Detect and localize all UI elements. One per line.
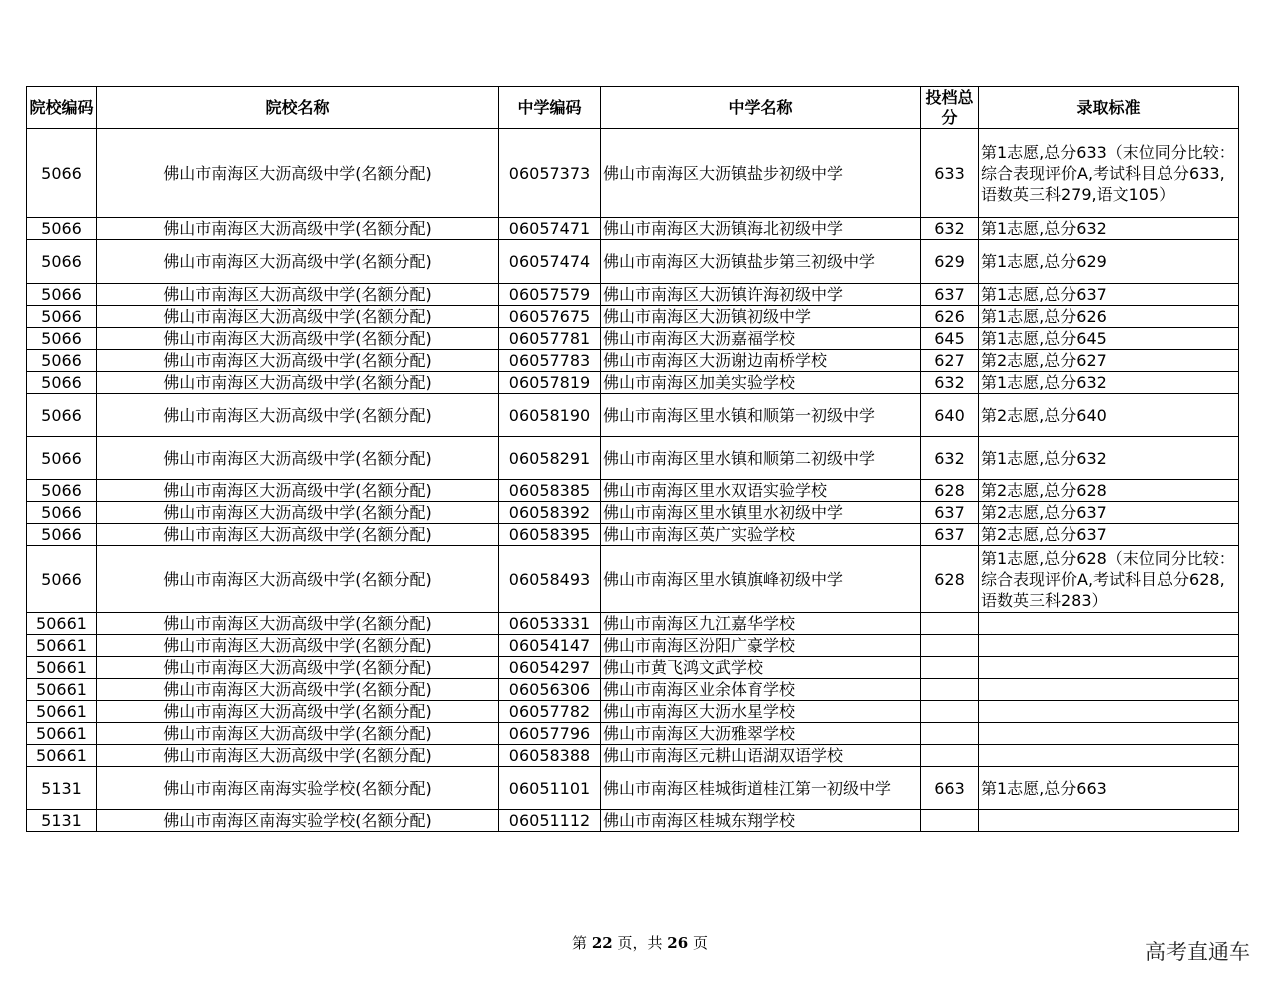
school-name-cell: 佛山市南海区大沥高级中学(名额分配) [97, 306, 499, 328]
middle-code-cell: 06058291 [499, 437, 601, 480]
school-code-cell: 5066 [27, 372, 97, 394]
school-name-cell: 佛山市南海区大沥高级中学(名额分配) [97, 394, 499, 437]
middle-code-cell: 06051101 [499, 767, 601, 810]
total-score-cell [921, 745, 979, 767]
middle-code-cell: 06057783 [499, 350, 601, 372]
middle-code-cell: 06057471 [499, 218, 601, 240]
middle-code-cell: 06057781 [499, 328, 601, 350]
table-row [27, 437, 1239, 480]
table-row [27, 394, 1239, 437]
school-code-cell: 50661 [27, 613, 97, 635]
school-code-cell: 5066 [27, 306, 97, 328]
table-row [27, 372, 1239, 394]
middle-name-cell: 佛山市南海区九江嘉华学校 [601, 613, 921, 635]
admission-standard-cell [979, 657, 1239, 679]
table-row [27, 480, 1239, 502]
school-name-cell: 佛山市南海区南海实验学校(名额分配) [97, 767, 499, 810]
school-code-cell: 50661 [27, 657, 97, 679]
middle-code-cell: 06058388 [499, 745, 601, 767]
middle-name-cell: 佛山市南海区大沥谢边南桥学校 [601, 350, 921, 372]
middle-code-cell: 06058493 [499, 546, 601, 613]
admission-standard-cell: 第2志愿,总分627 [979, 350, 1239, 372]
middle-code-cell: 06057819 [499, 372, 601, 394]
admission-standard-cell: 第2志愿,总分637 [979, 502, 1239, 524]
school-name-cell: 佛山市南海区大沥高级中学(名额分配) [97, 372, 499, 394]
middle-name-cell: 佛山市南海区里水双语实验学校 [601, 480, 921, 502]
header-middle-name: 中学名称 [601, 87, 921, 129]
page-footer [0, 932, 1280, 953]
school-code-cell: 5066 [27, 350, 97, 372]
admission-standard-cell [979, 810, 1239, 832]
total-score-cell [921, 723, 979, 745]
school-name-cell: 佛山市南海区大沥高级中学(名额分配) [97, 546, 499, 613]
middle-code-cell: 06054297 [499, 657, 601, 679]
table-row [27, 350, 1239, 372]
middle-code-cell: 06057579 [499, 284, 601, 306]
middle-code-cell: 06051112 [499, 810, 601, 832]
header-school-code: 院校编码 [27, 87, 97, 129]
total-score-cell: 640 [921, 394, 979, 437]
school-name-cell: 佛山市南海区大沥高级中学(名额分配) [97, 240, 499, 284]
total-score-cell: 637 [921, 284, 979, 306]
middle-code-cell: 06057675 [499, 306, 601, 328]
total-score-cell: 663 [921, 767, 979, 810]
middle-name-cell: 佛山市南海区里水镇和顺第一初级中学 [601, 394, 921, 437]
middle-name-cell: 佛山市南海区加美实验学校 [601, 372, 921, 394]
admission-standard-cell: 第1志愿,总分632 [979, 218, 1239, 240]
total-score-cell [921, 679, 979, 701]
total-score-cell [921, 613, 979, 635]
admission-standard-cell: 第2志愿,总分628 [979, 480, 1239, 502]
header-school-name: 院校名称 [97, 87, 499, 129]
middle-code-cell: 06054147 [499, 635, 601, 657]
footer-suffix: 页 [692, 934, 708, 952]
school-code-cell: 5066 [27, 129, 97, 218]
admission-standard-cell: 第1志愿,总分645 [979, 328, 1239, 350]
table-row [27, 701, 1239, 723]
table-row [27, 328, 1239, 350]
middle-code-cell: 06058395 [499, 524, 601, 546]
total-score-cell: 645 [921, 328, 979, 350]
table-row [27, 240, 1239, 284]
table-row [27, 284, 1239, 306]
school-code-cell: 5066 [27, 394, 97, 437]
school-name-cell: 佛山市南海区大沥高级中学(名额分配) [97, 723, 499, 745]
school-code-cell: 5131 [27, 810, 97, 832]
total-score-cell: 637 [921, 502, 979, 524]
table-row [27, 635, 1239, 657]
table-row [27, 745, 1239, 767]
school-name-cell: 佛山市南海区大沥高级中学(名额分配) [97, 745, 499, 767]
admission-standard-cell: 第2志愿,总分640 [979, 394, 1239, 437]
total-score-cell [921, 635, 979, 657]
table-row [27, 546, 1239, 613]
total-score-cell: 633 [921, 129, 979, 218]
header-middle-code: 中学编码 [499, 87, 601, 129]
middle-name-cell: 佛山市南海区大沥镇初级中学 [601, 306, 921, 328]
admission-standard-cell [979, 723, 1239, 745]
middle-name-cell: 佛山市黄飞鸿文武学校 [601, 657, 921, 679]
admission-standard-cell [979, 745, 1239, 767]
school-name-cell: 佛山市南海区大沥高级中学(名额分配) [97, 328, 499, 350]
school-code-cell: 50661 [27, 679, 97, 701]
total-score-cell: 632 [921, 372, 979, 394]
school-name-cell: 佛山市南海区大沥高级中学(名额分配) [97, 524, 499, 546]
admission-standard-cell: 第1志愿,总分637 [979, 284, 1239, 306]
table-row [27, 218, 1239, 240]
middle-code-cell: 06057782 [499, 701, 601, 723]
total-score-cell [921, 810, 979, 832]
school-name-cell: 佛山市南海区南海实验学校(名额分配) [97, 810, 499, 832]
school-name-cell: 佛山市南海区大沥高级中学(名额分配) [97, 284, 499, 306]
admission-table [26, 86, 1239, 832]
admission-standard-cell: 第1志愿,总分626 [979, 306, 1239, 328]
school-code-cell: 50661 [27, 701, 97, 723]
school-code-cell: 5066 [27, 328, 97, 350]
school-code-cell: 5066 [27, 218, 97, 240]
middle-name-cell: 佛山市南海区里水镇和顺第二初级中学 [601, 437, 921, 480]
table-row [27, 129, 1239, 218]
total-score-cell: 628 [921, 480, 979, 502]
middle-name-cell: 佛山市南海区大沥镇海北初级中学 [601, 218, 921, 240]
middle-code-cell: 06057373 [499, 129, 601, 218]
admission-standard-cell: 第1志愿,总分663 [979, 767, 1239, 810]
school-name-cell: 佛山市南海区大沥高级中学(名额分配) [97, 480, 499, 502]
watermark: 高考直通车 [1145, 940, 1250, 964]
school-name-cell: 佛山市南海区大沥高级中学(名额分配) [97, 502, 499, 524]
school-code-cell: 50661 [27, 635, 97, 657]
school-name-cell: 佛山市南海区大沥高级中学(名额分配) [97, 129, 499, 218]
school-name-cell: 佛山市南海区大沥高级中学(名额分配) [97, 701, 499, 723]
middle-name-cell: 佛山市南海区业余体育学校 [601, 679, 921, 701]
admission-standard-cell: 第1志愿,总分628（末位同分比较：综合表现评价A,考试科目总分628,语数英三科283） [979, 546, 1239, 613]
table-row [27, 524, 1239, 546]
admission-standard-cell: 第1志愿,总分632 [979, 372, 1239, 394]
school-name-cell: 佛山市南海区大沥高级中学(名额分配) [97, 437, 499, 480]
table-row [27, 502, 1239, 524]
table-row [27, 613, 1239, 635]
middle-code-cell: 06058385 [499, 480, 601, 502]
school-code-cell: 5066 [27, 240, 97, 284]
middle-code-cell: 06058392 [499, 502, 601, 524]
total-score-cell: 637 [921, 524, 979, 546]
middle-name-cell: 佛山市南海区大沥镇盐步第三初级中学 [601, 240, 921, 284]
middle-code-cell: 06057474 [499, 240, 601, 284]
footer-mid: 页，共 [617, 934, 663, 952]
footer-total-pages: 26 [667, 934, 689, 952]
total-score-cell: 628 [921, 546, 979, 613]
middle-name-cell: 佛山市南海区大沥嘉福学校 [601, 328, 921, 350]
middle-name-cell: 佛山市南海区大沥镇许海初级中学 [601, 284, 921, 306]
total-score-cell: 632 [921, 437, 979, 480]
table-row [27, 657, 1239, 679]
middle-name-cell: 佛山市南海区大沥镇盐步初级中学 [601, 129, 921, 218]
header-total-score: 投档总分 [921, 87, 979, 129]
middle-name-cell: 佛山市南海区大沥水星学校 [601, 701, 921, 723]
middle-name-cell: 佛山市南海区英广实验学校 [601, 524, 921, 546]
total-score-cell: 632 [921, 218, 979, 240]
admission-standard-cell [979, 701, 1239, 723]
total-score-cell: 626 [921, 306, 979, 328]
admission-standard-cell [979, 613, 1239, 635]
school-code-cell: 5066 [27, 502, 97, 524]
middle-name-cell: 佛山市南海区里水镇旗峰初级中学 [601, 546, 921, 613]
total-score-cell: 629 [921, 240, 979, 284]
middle-code-cell: 06057796 [499, 723, 601, 745]
header-row [27, 87, 1239, 129]
school-code-cell: 5066 [27, 546, 97, 613]
table-row [27, 306, 1239, 328]
footer-prefix: 第 [572, 934, 588, 952]
school-code-cell: 5066 [27, 524, 97, 546]
middle-code-cell: 06058190 [499, 394, 601, 437]
middle-name-cell: 佛山市南海区大沥雅翠学校 [601, 723, 921, 745]
admission-standard-cell: 第1志愿,总分632 [979, 437, 1239, 480]
middle-name-cell: 佛山市南海区汾阳广豪学校 [601, 635, 921, 657]
school-code-cell: 50661 [27, 745, 97, 767]
middle-code-cell: 06056306 [499, 679, 601, 701]
school-name-cell: 佛山市南海区大沥高级中学(名额分配) [97, 657, 499, 679]
middle-name-cell: 佛山市南海区桂城东翔学校 [601, 810, 921, 832]
admission-standard-cell [979, 635, 1239, 657]
school-code-cell: 5131 [27, 767, 97, 810]
table-row [27, 810, 1239, 832]
school-name-cell: 佛山市南海区大沥高级中学(名额分配) [97, 350, 499, 372]
school-code-cell: 5066 [27, 284, 97, 306]
school-name-cell: 佛山市南海区大沥高级中学(名额分配) [97, 218, 499, 240]
school-name-cell: 佛山市南海区大沥高级中学(名额分配) [97, 635, 499, 657]
school-name-cell: 佛山市南海区大沥高级中学(名额分配) [97, 679, 499, 701]
total-score-cell [921, 657, 979, 679]
middle-name-cell: 佛山市南海区桂城街道桂江第一初级中学 [601, 767, 921, 810]
admission-standard-cell [979, 679, 1239, 701]
school-code-cell: 5066 [27, 437, 97, 480]
table-row [27, 723, 1239, 745]
school-code-cell: 5066 [27, 480, 97, 502]
middle-name-cell: 佛山市南海区里水镇里水初级中学 [601, 502, 921, 524]
footer-page-number: 22 [591, 934, 613, 952]
table-row [27, 767, 1239, 810]
middle-name-cell: 佛山市南海区元耕山语湖双语学校 [601, 745, 921, 767]
table-row [27, 679, 1239, 701]
header-admission-standard: 录取标准 [979, 87, 1239, 129]
admission-standard-cell: 第1志愿,总分633（末位同分比较：综合表现评价A,考试科目总分633,语数英三科279,语文105） [979, 129, 1239, 218]
admission-standard-cell: 第2志愿,总分637 [979, 524, 1239, 546]
admission-standard-cell: 第1志愿,总分629 [979, 240, 1239, 284]
total-score-cell: 627 [921, 350, 979, 372]
total-score-cell [921, 701, 979, 723]
school-code-cell: 50661 [27, 723, 97, 745]
middle-code-cell: 06053331 [499, 613, 601, 635]
school-name-cell: 佛山市南海区大沥高级中学(名额分配) [97, 613, 499, 635]
